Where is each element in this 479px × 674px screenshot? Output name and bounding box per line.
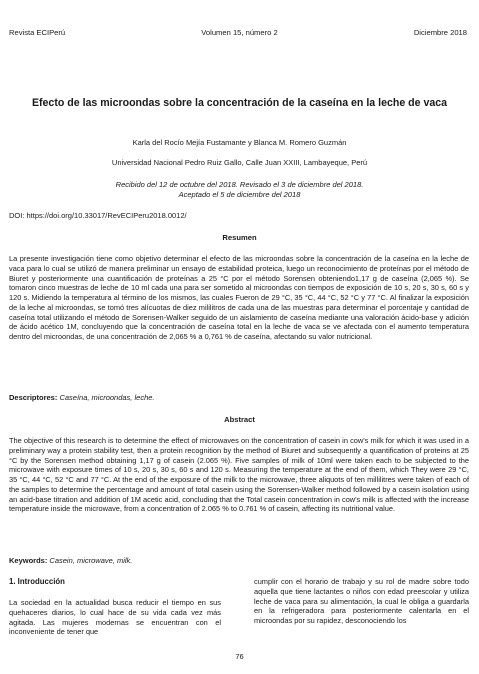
intro-left-column: La sociedad en la actualidad busca reducir el tiempo en sus quehaceres diarios, lo cual hace de su vida cada vez más agitada. Las mujeres modernas se encuentran con el inconveniente de tener que bbox=[9, 598, 221, 637]
resumen-keywords bbox=[9, 393, 469, 402]
resumen-text: La presente investigación tiene como objetivo determinar el efecto de las microondas sobre la concentración de la caseína en la leche de vaca para lo cual se utilizó de manera preliminar un ensayo de estabilidad proteica, luego un reconocimiento de proteínas por el método de Biuret y posteriormente una cuantificación de proteínas a 25 °C por el método Sorensen obteniendo1,17 g de caseína (2,065 %). Se tomaron cinco muestras de leche de 10 ml cada una para ser sometido al microondas con tiempos de exposición de 10 s, 20 s, 30 s, 60 s y 120 s. Midiendo la temperatura al término de los mismos, las cuales Fueron de 29 °C, 35 °C, 44 °C, 52 °C y 77 °C. Al finalizar la exposición de la leche al microondas, se tomó tres alícuotas de diez mililitros de cada una de las muestras para determinar el porcentaje y cantidad de caseína total utilizando el método de Sorensen-Walker seguido de un aislamiento de caseína mediante una valoración ácido-base y adición de ácido acético 1M, concluyendo que la concentración de caseína total en la leche de vaca se ve afectada con el aumento temperatura dentro del microondas, de una concentración de 2,065 % a 0,761 % de caseína, afectando su valor nutricional. bbox=[9, 254, 469, 341]
intro-heading: 1. Introducción bbox=[9, 577, 65, 586]
journal-name: Revista ECIPerú bbox=[9, 28, 66, 37]
abstract-keywords bbox=[9, 556, 469, 565]
doi-link[interactable]: DOI: https://doi.org/10.33017/RevECIPeru2018.0012/ bbox=[9, 211, 187, 220]
volume-number: Volumen 15, número 2 bbox=[201, 28, 278, 37]
issue-date: Diciembre 2018 bbox=[413, 28, 467, 37]
author-affiliation: Universidad Nacional Pedro Ruiz Gallo, Calle Juan XXIII, Lambayeque, Perú bbox=[111, 158, 368, 167]
resumen-keywords-values: Caseína, microondas, leche. bbox=[57, 393, 155, 402]
received-dates bbox=[0, 180, 479, 199]
resumen-heading: Resumen bbox=[222, 233, 257, 242]
received-line-2: Aceptado el 5 de diciembre del 2018 bbox=[178, 189, 301, 199]
article-title: Efecto de las microondas sobre la concentración de la caseína en la leche de vaca bbox=[31, 97, 448, 109]
received-line-1: Recibido del 12 de octubre del 2018. Revisado el 3 de diciembre del 2018. bbox=[115, 180, 364, 189]
article-authors: Karla del Rocío Mejía Fustamante y Blanca M. Romero Guzmán bbox=[132, 138, 347, 147]
abstract-heading: Abstract bbox=[224, 415, 255, 424]
abstract-text: The objective of this research is to determine the effect of microwaves on the concentration of casein in cow's milk for which it was used in a preliminary way a protein stability test, then a protein recognition by the method of Biuret and subsequently a quantification of proteins at 25 °C by the Sorensen method obtaining 1,17 g of casein (2.065 %). Five samples of milk of 10ml were taken each to be subjected to the microwave with exposure times of 10 s, 20 s, 30 s, 60 s and 120 s. Measuring the temperature at the end of them, which They were 29 °C, 35 °C, 44 °C, 52 °C and 77 °C. At the end of the exposure of the milk to the microwave, three aliquots of ten millilitres were taken of each of the samples to determine the percentage and amount of total casein using the Sorensen-Walker method followed by a casein isolation using an acid-base titration and addition of 1M acetic acid, concluding that the Total casein concentration in cow's milk is affected with the increase temperature inside the microwave, from a concentration of 2.065 % to 0.761 % of casein, affecting its nutritional value. bbox=[9, 436, 469, 514]
abstract-keywords-values: Casein, microwave, milk. bbox=[47, 556, 133, 565]
intro-right-column: cumplir con el horario de trabajo y su rol de madre sobre todo aquella que tiene lactantes o niños con edad preescolar y utiliza leche de vaca para su alimentación, la cual le obliga a guardarla en la refrigeradora para posteriormente calentarla en el microondas por su rapidez, desconociendo los bbox=[254, 577, 469, 625]
page-number: 76 bbox=[235, 652, 244, 661]
abstract-keywords-label: Keywords: bbox=[9, 556, 48, 565]
resumen-keywords-label: Descriptores: bbox=[9, 393, 58, 402]
